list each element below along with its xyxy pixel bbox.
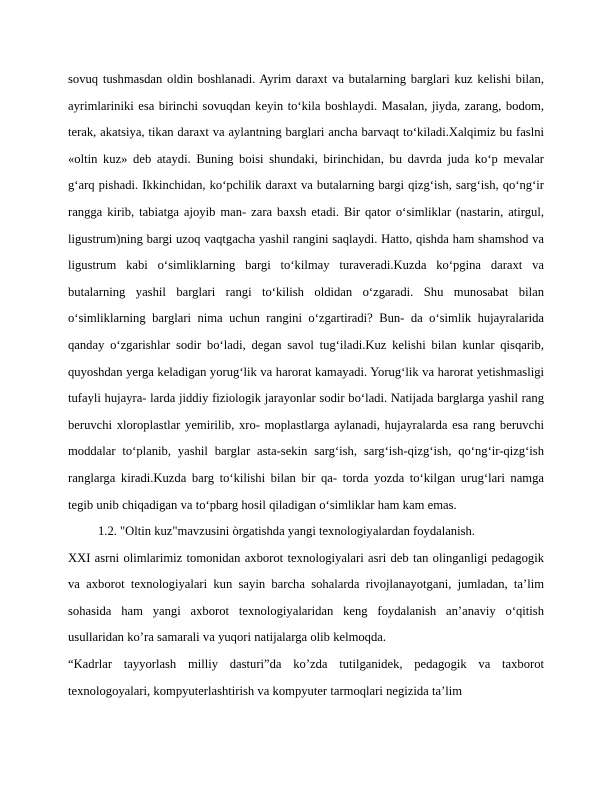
body-paragraph-3: “Kadrlar tayyorlash milliy dasturi”da ko’zda tutilganidek, pedagogik va taxborot texnologoyalari, kompyuterlashtirish va kompyuter tarmoqlari negizida ta’lim: [68, 657, 544, 698]
body-paragraph-1: sovuq tushmasdan oldin boshlanadi. Ayrim daraxt va butalarning barglari kuz kelishi bilan, ayrimlariniki esa birinchi sovuqdan keyin to‘kila boshlaydi. Masalan, jiyda, zarang, bodom, terak, akatsiya, tikan daraxt va aylantning barglari ancha barvaqt to‘kiladi.Xalqimiz bu faslni «oltin kuz» deb ataydi. Buning boisi shundaki, birinchidan, bu davrda juda ko‘p mevalar g‘arq pishadi. Ikkinchidan, ko‘pchilik daraxt va butalarning bargi qizg‘ish, sarg‘ish, qo‘ng‘ir rangga kirib, tabiatga ajoyib man- zara baxsh etadi. Bir qator o‘simliklar (nastarin, atirgul, ligustrum)ning bargi uzoq vaqtgacha yashil rangini saqlaydi. Hatto, qishda ham shamshod va ligustrum kabi o‘simliklarning bargi to‘kilmay turaveradi.Kuzda ko‘pgina daraxt va butalarning yashil barglari rangi to‘kilish oldidan o‘zgaradi. Shu munosabat bilan o‘simliklarning barglari nima uchun rangini o‘zgartiradi? Bun- da o‘simlik hujayralarida qanday o‘zgarishlar sodir bo‘ladi, degan savol tug‘iladi.Kuz kelishi bilan kunlar qisqarib, quyoshdan yerga keladigan yorug‘lik va harorat kamayadi. Yorug‘lik va harorat yetishmasligi tufayli hujayra- larda jiddiy fiziologik jarayonlar sodir bo‘ladi. Natijada barglarga yashil rang beruvchi xloroplastlar yemirilib, xro- moplastlarga aylanadi, hujayralarda esa rang beruvchi moddalar to‘planib, yashil barglar asta-sekin sarg‘ish, sarg‘ish-qizg‘ish, qo‘ng‘ir-qizg‘ish ranglarga kiradi.Kuzda barg to‘kilishi bilan bir qa- torda yozda to‘kilgan urug‘lari namga tegib unib chiqadigan va to‘pbarg hosil qiladigan o‘simliklar ham kam emas.: [68, 72, 544, 512]
body-paragraph-2: XXI asrni olimlarimiz tomonidan axborot texnologiyalari asri deb tan olinganligi pedagogik va axborot texnologiyalari kun sayin barcha sohalarda rivojlanayotgani, jumladan, ta’lim sohasida ham yangi axborot texnologiyalaridan keng foydalanish an’anaviy o‘qitish usullaridan ko’ra samarali va yuqori natijalarga olib kelmoqda.: [68, 550, 544, 645]
section-heading-1-2: 1.2. "Oltin kuz"mavzusini òrgatishda yangi texnologiyalardan foydalanish.: [98, 524, 475, 539]
